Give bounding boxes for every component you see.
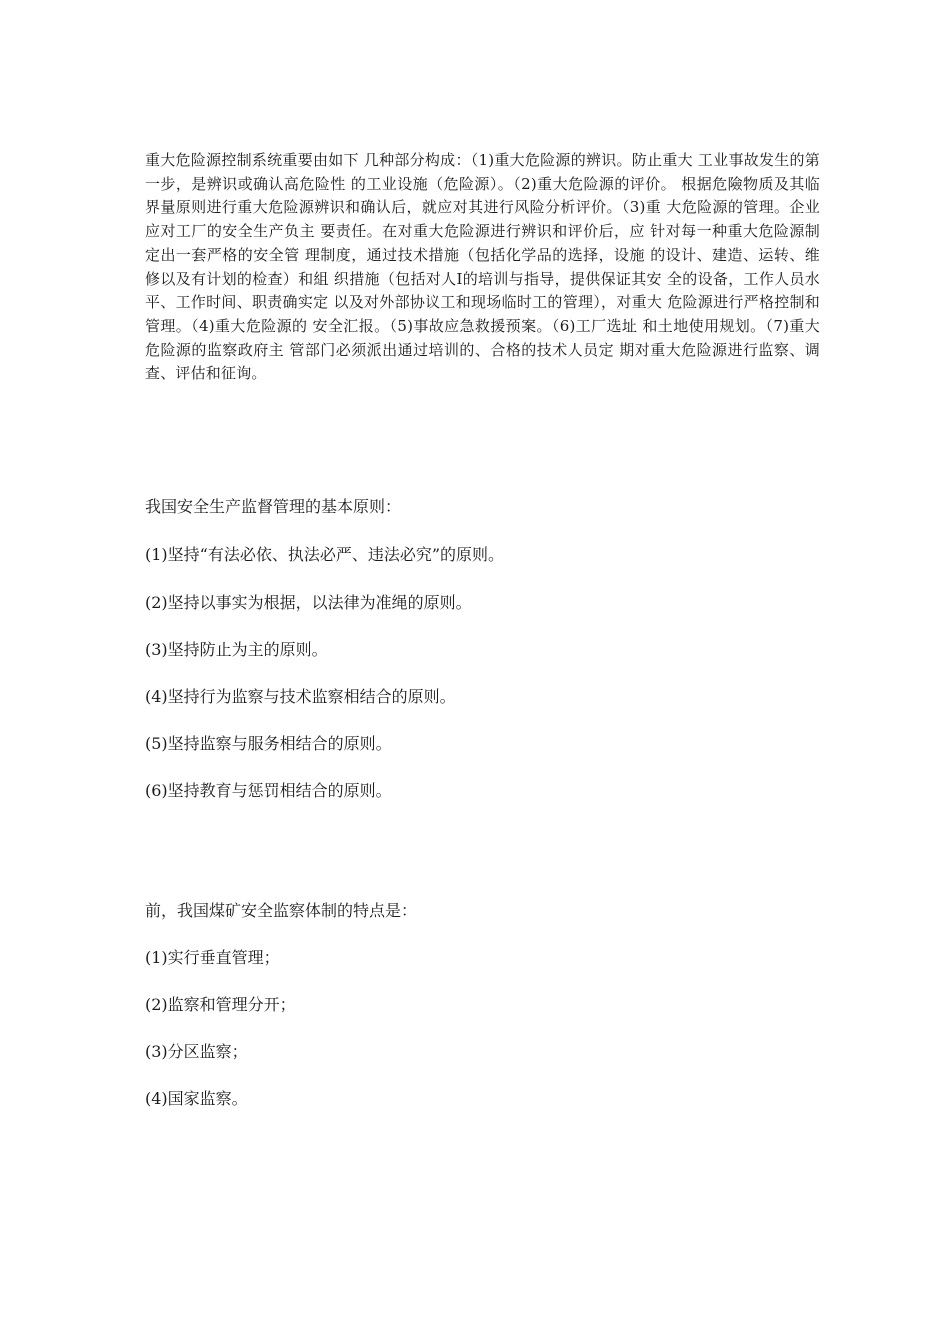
- section2-heading: 前，我国煤矿安全监察体制的特点是：: [145, 901, 418, 920]
- section1-item-3: (3)坚持防止为主的原则。: [145, 640, 328, 659]
- section1-item-2: (2)坚持以事实为根据，以法律为准绳的原则。: [145, 593, 472, 612]
- section2-item-1: (1)实行垂直管理；: [145, 948, 280, 967]
- section1-item-6: (6)坚持教育与惩罚相结合的原则。: [145, 781, 392, 800]
- section2-item-2: (2)监察和管理分开；: [145, 995, 296, 1014]
- section1-heading: 我国安全生产监督管理的基本原则：: [145, 497, 402, 516]
- section1-item-1: (1)坚持“有法必依、执法必严、违法必究”的原则。: [145, 545, 505, 564]
- section2-item-4: (4)国家监察。: [145, 1089, 248, 1108]
- section2-item-3: (3)分区监察；: [145, 1042, 248, 1061]
- section1-item-4: (4)坚持行为监察与技术监察相结合的原则。: [145, 687, 456, 706]
- intro-paragraph: 重大危险源控制系统重要由如下 几种部分构成：（1)重大危险源的辨识。防止重大 工业事故发生的第一步，是辨识或确认高危险性 的工业设施（危险源）。（2)重大危险源的评价。 根据危險物质及其临界量原则进行重大危险源辨识和确认后，就应对其进行风险分析评价。（3)重 大危险源的管理。企业应对工厂的安全生产负主 要责任。在对重大危险源进行辨识和评价后，应 针对每一种重大危险源制定出一套严格的安全管 理制度，通过技术措施（包括化学品的选择，设施 的设计、建造、运转、维修以及有计划的检查）和組 织措施（包括对人I的培训与指导，提供保证其安 全的设备，工作人员水平、工作时间、职责确实定 以及对外部协议工和现场临时工的管理），对重大 危险源进行严格控制和管理。（4)重大危险源的 安全汇报。（5)事故应急救援预案。（6)工厂选址 和土地使用规划。（7)重大危险源的监察政府主 管部门必须派出通过培训的、合格的技术人员定 期对重大危险源进行监察、调查、评估和征询。: [145, 151, 820, 383]
- section1-item-5: (5)坚持监察与服务相结合的原则。: [145, 734, 392, 753]
